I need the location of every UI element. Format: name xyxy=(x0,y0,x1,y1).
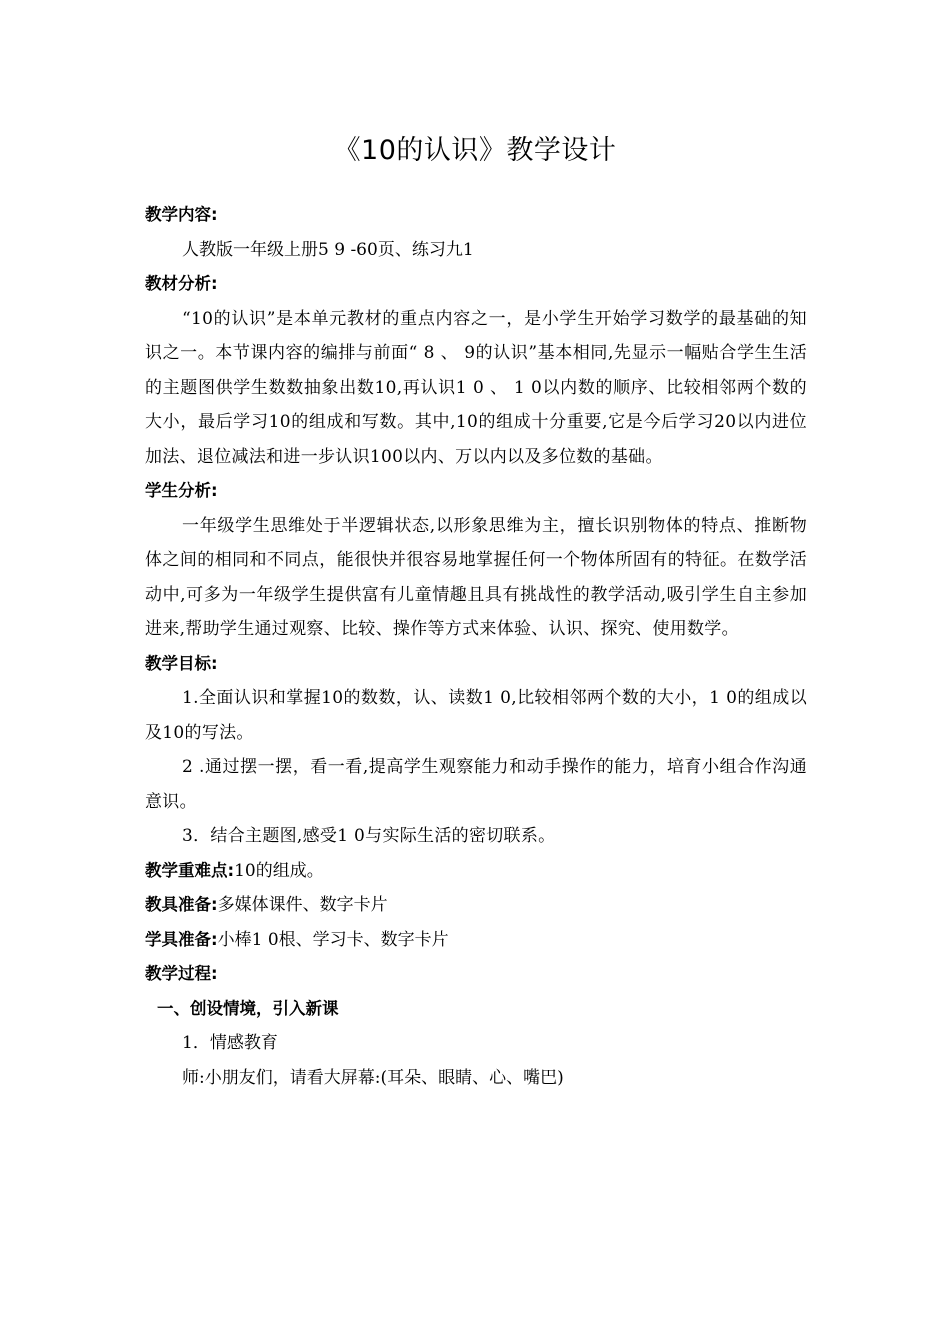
material-analysis-paragraph: “10的认识”是本单元教材的重点内容之一，是小学生开始学习数学的最基础的知识之一。本节课内容的编排与前面“ 8 、 9的认识”基本相同,先显示一幅贴合学生生活的主题图供学生数数抽象出数10,再认识1 0 、 1 0以内数的顺序、比较相邻两个数的大小，最后学习10的组成和写数。其中,10的组成十分重要,它是今后学习20以内进位加法、退位减法和进一步认识100以内、万以内以及多位数的基础。 xyxy=(145,308,807,467)
document-body xyxy=(145,198,807,1095)
document-title: 《10的认识》教学设计 xyxy=(333,135,617,166)
process-step-1: 1．情感教育 xyxy=(182,1033,278,1053)
student-tools-text: 小棒1 0根、学习卡、数字卡片 xyxy=(217,929,449,950)
section-heading-process: 教学过程: xyxy=(145,964,218,983)
goal-item-2: 2 .通过摆一摆，看一看,提高学生观察能力和动手操作的能力，培育小组合作沟通意识。 xyxy=(145,757,807,812)
section-heading-material: 教材分析: xyxy=(145,274,218,293)
teacher-tools-text: 多媒体课件、数字卡片 xyxy=(217,895,388,915)
section-heading-goals: 教学目标: xyxy=(145,653,218,673)
teacher-tools-line xyxy=(145,888,807,923)
process-section-1: 一、创设情境，引入新课 xyxy=(157,998,339,1018)
section-heading-student: 学生分析: xyxy=(145,481,218,500)
teacher-tools-label: 教具准备: xyxy=(145,895,218,914)
key-point-line xyxy=(145,854,807,889)
goal-item-1: 1.全面认识和掌握10的数数，认、读数1 0,比较相邻两个数的大小，1 0的组成以及10的写法。 xyxy=(145,688,807,743)
section-heading-content: 教学内容: xyxy=(145,205,218,224)
content-text: 人教版一年级上册5 9 -60页、练习九1 xyxy=(182,239,474,260)
teacher-dialogue-line: 师:小朋友们，请看大屏幕:(耳朵、眼睛、心、嘴巴) xyxy=(182,1067,564,1088)
key-point-text: 10的组成。 xyxy=(234,860,324,881)
student-tools-line xyxy=(145,923,807,958)
student-analysis-paragraph: 一年级学生思维处于半逻辑状态,以形象思维为主，擅长识别物体的特点、推断物体之间的相同和不同点，能很快并很容易地掌握任何一个物体所固有的特征。在数学活动中,可多为一年级学生提供富有儿童情趣且具有挑战性的教学活动,吸引学生自主参加进来,帮助学生通过观察、比较、操作等方式来体验、认识、探究、使用数学。 xyxy=(145,515,807,639)
key-point-label: 教学重难点: xyxy=(145,860,235,880)
goal-item-3: 3．结合主题图,感受1 0与实际生活的密切联系。 xyxy=(182,826,556,846)
student-tools-label: 学具准备: xyxy=(145,929,218,949)
